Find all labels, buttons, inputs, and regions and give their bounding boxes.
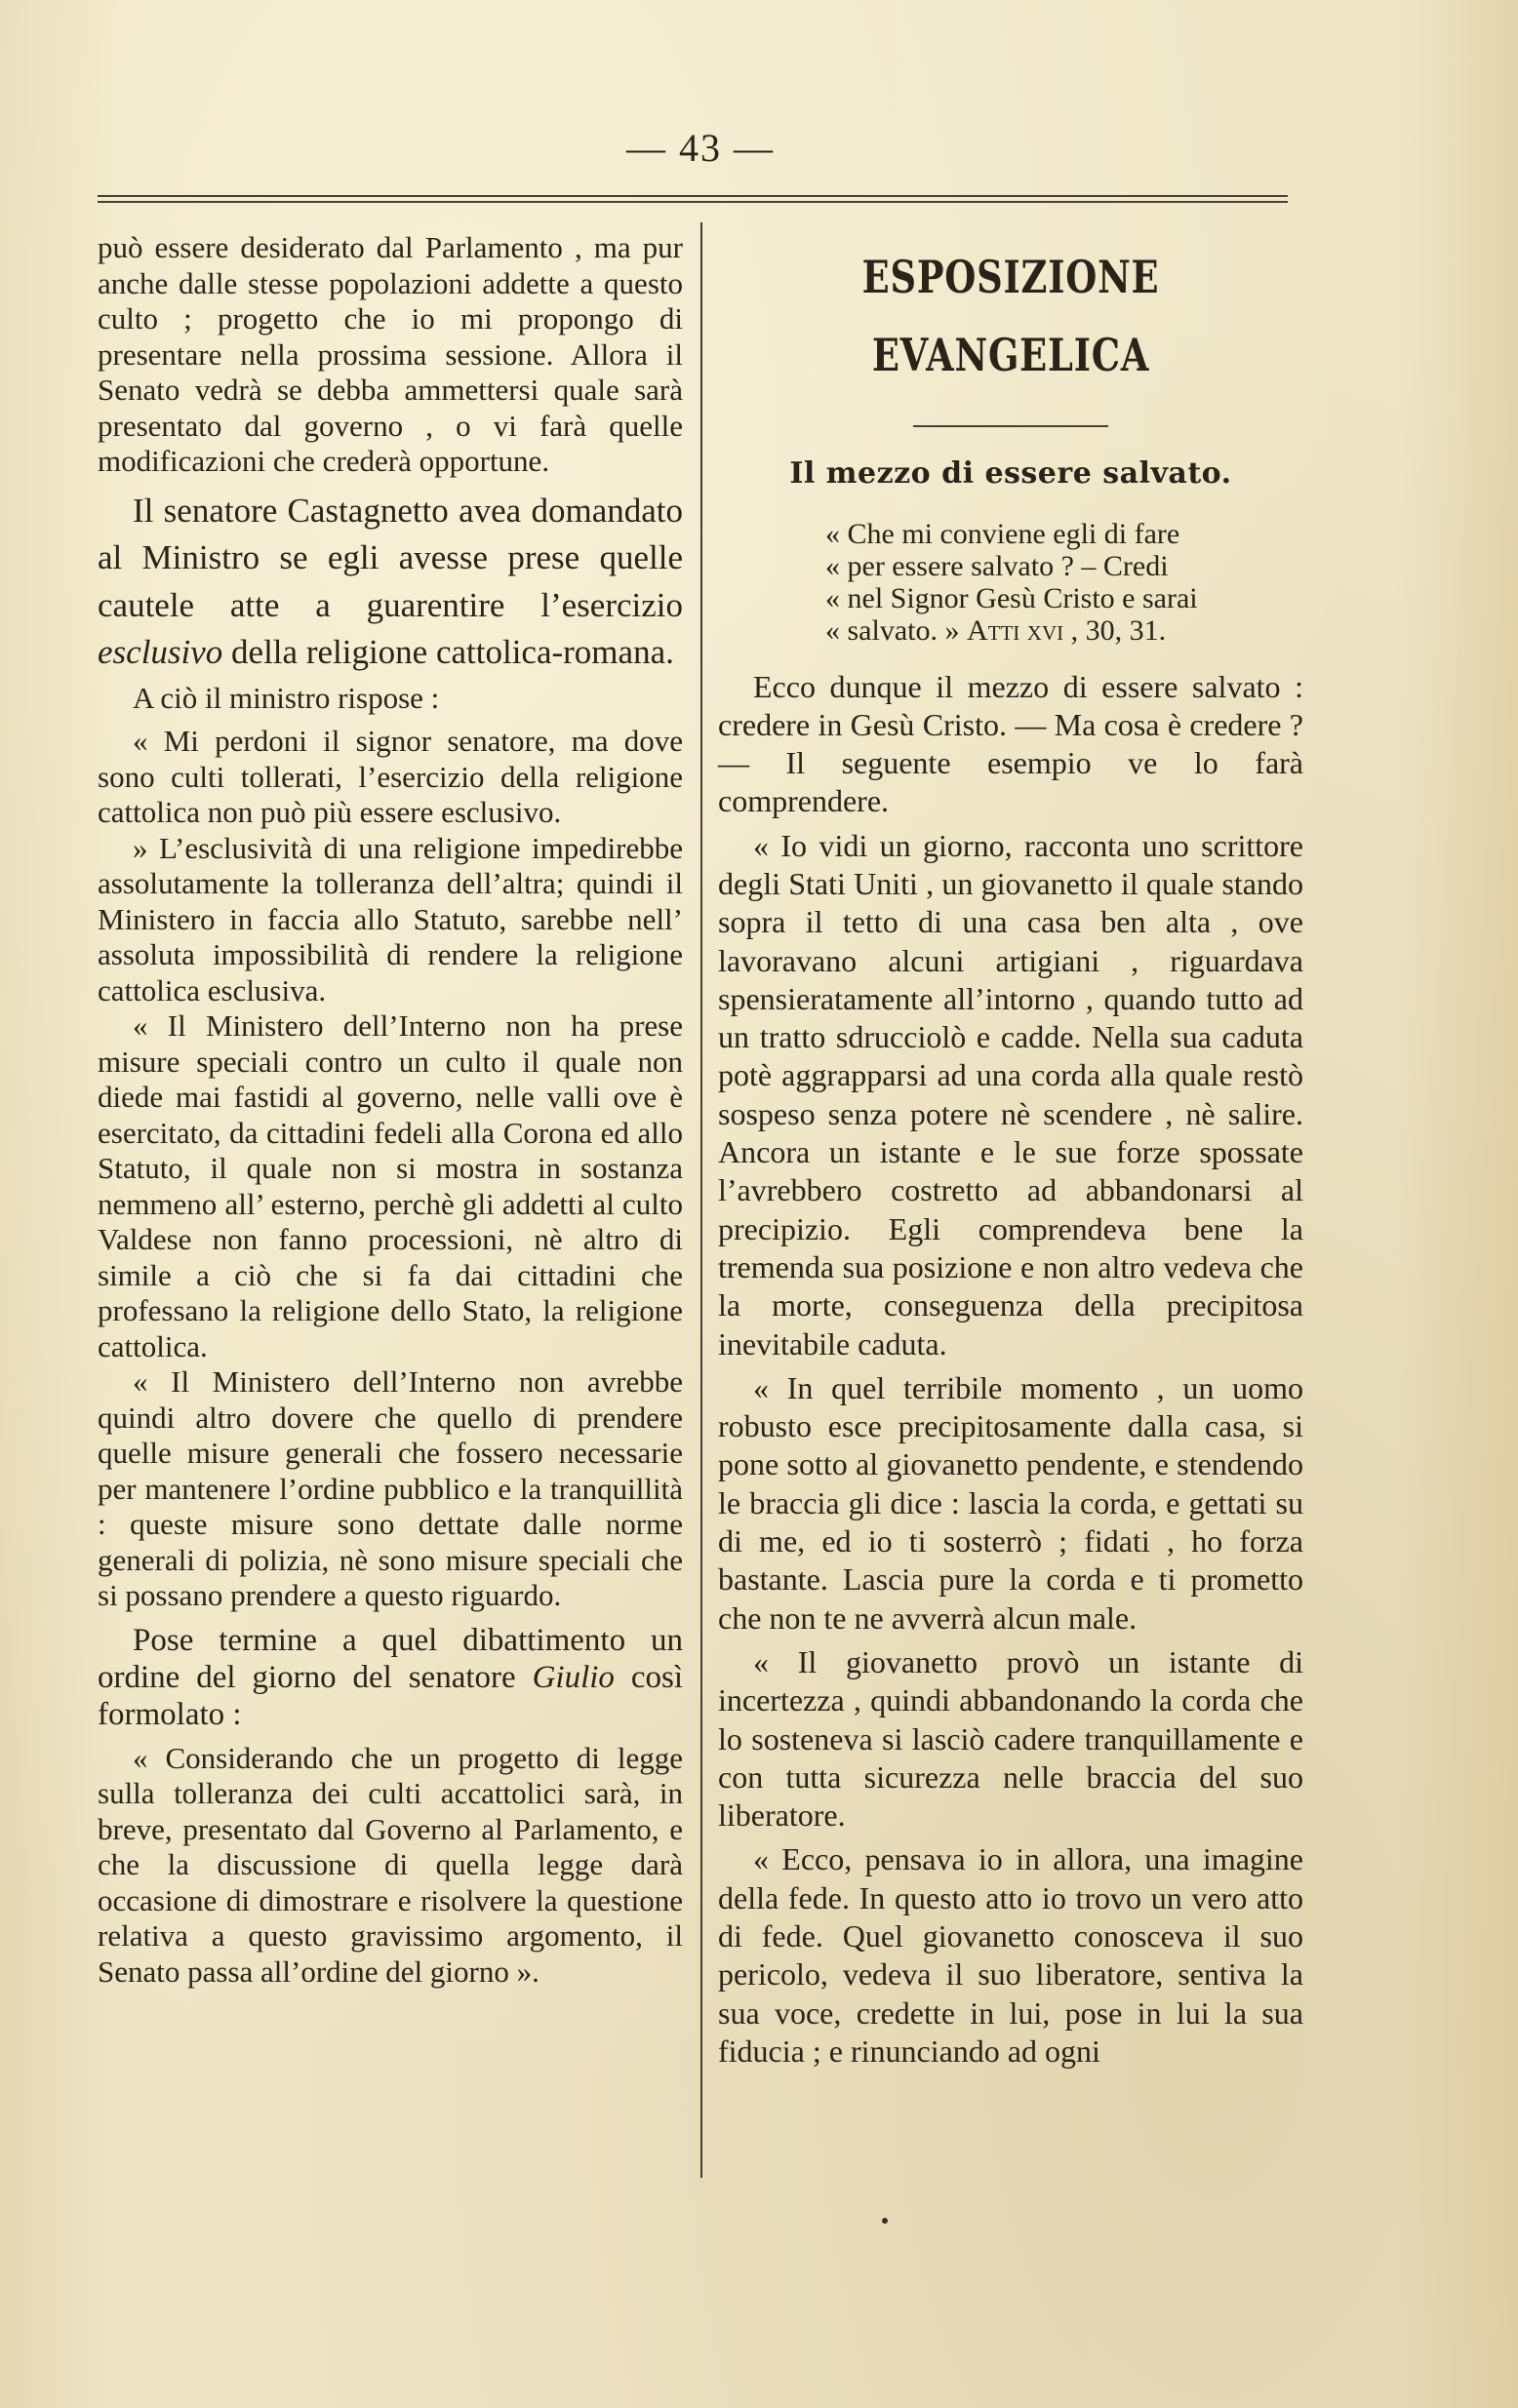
epigraph-line: « nel Signor Gesù Cristo e sarai bbox=[825, 581, 1198, 614]
right-column bbox=[718, 230, 1303, 2071]
paragraph-considerando: « Considerando che un progetto di legge sulla tolleranza dei culti accattolici sarà, in breve, presentato dal Governo al Parlamento, e che la discussione di quella legge darà occasione di dimostrare e risolvere la questione relativa a questo gravissimo argomento, il Senato passa all’ordine del giorno ». bbox=[98, 1740, 683, 1989]
paragraph-in-quel: « In quel terribile momento , un uomo robusto esce precipitosamente dalla casa, si pone sotto al giovanetto pendente, e stendendo le braccia gli dice : lascia la corda, e gettati su di me, ed io ti sosterrò ; fidati , ho forza bastante. Lascia pure la corda e ti prometto che non te ne avverrà alcun male. bbox=[718, 1369, 1303, 1636]
paragraph-il-giovanetto: « Il giovanetto provò un istante di incertezza , quindi abbandonando la corda che lo sosteneva si lasciò cadere tranquillamente e con tutta sicurezza nelle braccia del suo liberatore. bbox=[718, 1643, 1303, 1834]
paragraph-ecco-pensava: « Ecco, pensava io in allora, una imagine della fede. In questo atto io trovo un vero atto di fede. Quel giovanetto conosceva il suo pericolo, vedeva il suo liberatore, sentiva la sua voce, credette in lui, pose in lui la sua fiducia ; e rinunciando ad ogni bbox=[718, 1841, 1303, 2069]
text-run: della religione cattolica-romana. bbox=[222, 633, 674, 671]
paragraph-castagnetto bbox=[98, 488, 683, 677]
paragraph-minister-reply: A ciò il ministro rispose : bbox=[133, 680, 440, 715]
epigraph-line: « Che mi conviene egli di fare bbox=[825, 517, 1180, 550]
column-divider bbox=[700, 222, 702, 2178]
paragraph-continuation: può essere desiderato dal Parlamento , ma pur anche dalle stesse popolazioni addette a questo culto ; progetto che io mi propongo di presentare nella prossima sessione. Allora il Senato vedrà se debba ammettersi quale sarà presentato dal governo , o vi farà quelle modificazioni che crederà opportune. bbox=[98, 230, 683, 478]
paragraph-quote-2: » L’esclusività di una religione impedirebbe assolutamente la tolleranza dell’altra; quindi il Ministero in faccia allo Statuto, sarebbe nell’ assoluta impossibilità di rendere la religione cattolica esclusiva. bbox=[98, 830, 683, 1007]
paragraph-quote-1: « Mi perdoni il signor senatore, ma dove sono culti tollerati, l’esercizio della religione cattolica non può più essere esclusivo. bbox=[98, 724, 683, 829]
italic-word: Giulio bbox=[532, 1659, 615, 1695]
section-heading: ESPOSIZIONE EVANGELICA bbox=[861, 251, 1160, 381]
paragraph-pose-termine bbox=[98, 1622, 683, 1733]
header-double-rule bbox=[98, 195, 1288, 203]
paragraph-quote-4: « Il Ministero dell’Interno non avrebbe quindi altro dovere che quello di prendere quelle misure generali che fossero necessarie per mantenere l’ordine pubblico e la tranquillità : queste misure sono dettate dalle norme generali di polizia, nè sono misure speciali che si possano prendere a questo riguardo. bbox=[98, 1364, 683, 1612]
epigraph-reference: Atti xvi , 30, 31. bbox=[966, 613, 1167, 647]
paragraph-ecco-dunque: Ecco dunque il mezzo di essere salvato : credere in Gesù Cristo. — Ma cosa è credere ? — Il seguente esempio ve lo farà comprendere. bbox=[718, 668, 1303, 819]
text-run: così formolato : bbox=[98, 1659, 683, 1732]
epigraph-line bbox=[825, 614, 1303, 647]
epigraph-line: « per essere salvato ? – Credi bbox=[825, 549, 1169, 582]
italic-word: esclusivo bbox=[98, 633, 223, 671]
text-run: Il senatore Castagnetto avea domandato al Ministro se egli avesse prese quelle cautele atte a guarentire l’esercizio bbox=[98, 491, 683, 624]
heading-rule bbox=[913, 425, 1108, 427]
article-title: Il mezzo di essere salvato. bbox=[789, 456, 1232, 491]
ink-dot bbox=[882, 2218, 888, 2224]
left-column bbox=[98, 230, 683, 1990]
page-number: — 43 — bbox=[626, 126, 775, 170]
epigraph bbox=[825, 518, 1303, 647]
epigraph-text: « salvato. » bbox=[825, 613, 967, 647]
text-run: Pose termine a quel dibattimento un ordine del giorno del senatore bbox=[98, 1622, 683, 1695]
paragraph-io-vidi: « Io vidi un giorno, racconta uno scrittore degli Stati Uniti , un giovanetto il quale stando sopra il tetto di una casa ben alta , ove lavoravano alcuni artigiani , riguardava spensieratamente all’intorno , quando tutto ad un tratto sdrucciolò e cadde. Nella sua caduta potè aggrapparsi ad una corda alla quale restò sospeso senza potere nè scendere , nè salire. Ancora un istante e le sue forze spossate l’avrebbero costretto ad abbandonarsi al precipizio. Egli comprendeva bene la tremenda sua posizione e non altro vedeva che la morte, conseguenza della precipitosa inevitabile caduta. bbox=[718, 827, 1303, 1362]
paragraph-quote-3: « Il Ministero dell’Interno non ha prese misure speciali contro un culto il quale non diede mai fastidi al governo, nelle valli ove è esercitato, da cittadini fedeli alla Corona ed allo Statuto, il quale non si mostra in sostanza nemmeno all’ esterno, perchè gli addetti al culto Valdese non fanno processioni, nè altro di simile a ciò che si fa dai cittadini che professano la religione dello Stato, la religione cattolica. bbox=[98, 1008, 683, 1363]
